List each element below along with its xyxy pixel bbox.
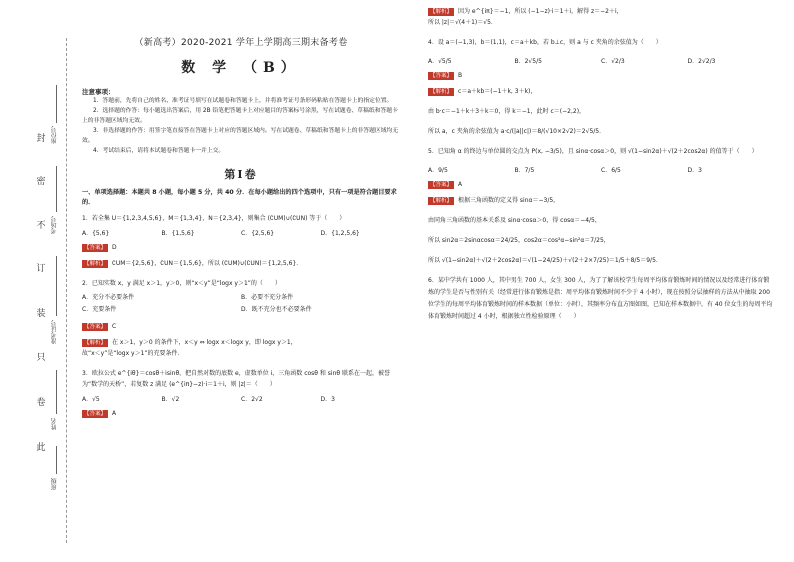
margin-char: 封 [36,134,46,144]
seat-number-label: 座位号 [51,126,58,144]
option: D．3 [687,167,702,174]
notice-item: 1．答题前，先将自己的姓名、准考证号填写在试题卷和答题卡上，并将准考证号条形码粘贴在答题卡上的指定位置。 [93,98,393,104]
answer-4 [428,72,774,80]
option: C．{2,5,6} [241,230,275,237]
margin-char: 订 [36,264,46,274]
margin-char: 此 [36,443,46,453]
option: D．3 [320,396,335,403]
right-column [428,4,774,323]
option: A．{5,6} [82,230,110,237]
explanation-text: ∁UM＝{2,5,6}，∁UN＝{1,5,6}，所以 (∁UM)∪(∁UN)＝{1,2,5,6}． [112,260,303,267]
explanation-line: 所以 sin2α＝2sinαcosα＝24/25，cos2α＝cos²α−sin²α＝7/25， [428,237,610,244]
question-1-options [82,228,400,237]
explanation-2 [82,337,400,348]
explanation-line: 所以 |z|＝√(4＋1)＝√5． [428,19,497,26]
admission-number-label: 准考证号 [51,320,58,344]
margin-char: 密 [36,177,46,187]
answer-2 [82,323,400,331]
explanation-4 [428,86,774,97]
option: D．既不充分也不必要条件 [241,306,312,313]
cut-line [66,38,67,543]
notice-item: 3．非选择题的作答：用签字笔直接答在答题卡上对应的答题区域内。写在试题卷、草稿纸和答题卡上的非答题区域均无效。 [82,128,399,144]
question-3-options [82,394,400,403]
subject-title: 数 学 （B） [181,60,301,76]
answer-value: C [112,323,117,330]
class-label: 班级 [51,478,58,490]
question-2: 2．已知实数 x，y 满足 x＞1，y＞0，则“x＜y”是“logx y＞1”的（ ） [82,280,281,287]
explanation-tag: 【解析】 [84,340,107,346]
explanation-line: 所以 a，c 夹角的余弦值为 a·c/(|a||c|)＝8/(√10×2√2)＝2√5/5． [428,128,606,135]
option: D．{1,2,5,6} [320,230,360,237]
explanation-tag: 【解析】 [430,9,453,15]
answer-tag: 【答案】 [430,73,453,79]
question-4: 4．设 a＝(−1,3)，b＝(1,1)，c＝a＋kb，若 b⊥c，则 a 与 c 夹角的余弦值为（ ） [428,39,662,46]
name-label: 姓名 [51,418,58,430]
option: A．√5/5 [428,58,452,65]
margin-char: 只 [36,353,46,363]
explanation-text: 在 x＞1，y＞0 的条件下，x＜y ⇔ logx x＜logx y，即 logx y＞1， [112,339,297,346]
answer-3 [82,410,400,418]
explanation-1 [82,258,400,269]
explanation-text: 因为 e^{iπ}＝−1，所以 (−1−z)·i＝1＋i，解得 z＝−2＋i， [458,8,623,15]
fill-line[interactable] [56,85,57,123]
option: A．√5 [82,396,100,403]
question-5: 5．已知角 α 的终边与单位圆的交点为 P(x, −3/5)，且 sinα·cosα＞0，则 √(1−sin2α)＋√(2＋2cos2α) 的值等于（ ） [428,148,758,155]
answer-tag: 【答案】 [430,182,453,188]
question-2-options [82,292,400,316]
section-description: 一、单项选择题：本题共 8 小题，每小题 5 分，共 40 分．在每小题给出的四个选项中，只有一项是符合题目要求的． [82,189,397,206]
exam-title: （新高考）2020-2021 学年上学期高三期末备考卷 [134,38,348,48]
option: C．√2/3 [601,58,625,65]
notice-item: 2．选择题的作答：每小题选出答案后，用 2B 铅笔把答题卡上对应题目的答案标号涂黑，写在试题卷、草稿纸和答题卡上的非答题区域均无效。 [82,108,398,124]
fill-line[interactable] [56,446,57,474]
option: C．6/5 [601,167,621,174]
explanation-tag: 【解析】 [84,261,107,267]
left-column [82,28,400,418]
explanation-text: 根据三角函数的定义得 sinα＝−3/5， [458,197,560,204]
option: B．√2 [161,396,180,403]
option: A．充分不必要条件 [82,294,135,301]
explanation-line: 故“x＜y”是“logx y＞1”的充要条件． [82,350,184,357]
question-1: 1．若全集 U＝{1,2,3,4,5,6}，M＝{1,3,4}，N＝{2,3,4}，则集合 (∁UM)∪(∁UN) 等于（ ） [82,215,346,222]
answer-value: A [458,181,463,188]
explanation-tag: 【解析】 [430,89,453,95]
margin-char: 不 [36,221,46,231]
explanation-line: 所以 √(1−sin2α)＋√(2＋2cos2α)＝√(1−24/25)＋√(2＋2×7/25)＝1/5＋8/5＝9/5． [428,257,662,264]
question-3: 3．欧拉公式 e^{iθ}＝cosθ＋isinθ，把自然对数的底数 e，虚数单位 i，三角函数 cosθ 和 sinθ 联系在一起，被誉为“数学的天桥”，若复数 z 满足 (e^{iπ}−z)·i＝1＋i，则 |z|＝（ ） [82,370,390,388]
option: D．2√2/3 [687,58,716,65]
exam-room-label: 考场号 [51,216,58,234]
option: C．2√2 [241,396,263,403]
answer-1 [82,244,400,252]
question-5-options [428,165,774,174]
notice-heading: 注意事项： [82,88,115,96]
fill-line[interactable] [56,370,57,414]
answer-tag: 【答案】 [84,245,107,251]
answer-tag: 【答案】 [84,324,107,330]
option: C．充要条件 [82,306,117,313]
answer-5 [428,181,774,189]
explanation-tag: 【解析】 [430,198,453,204]
answer-value: B [458,72,463,79]
answer-value: D [112,244,117,251]
option: A．9/5 [428,167,448,174]
explanation-3 [428,6,774,17]
answer-tag: 【答案】 [84,411,107,417]
fill-line[interactable] [56,166,57,212]
option: B．必要不充分条件 [241,294,294,301]
explanation-5 [428,195,774,206]
option: B．7/5 [514,167,535,174]
question-4-options [428,56,774,65]
margin-char: 卷 [36,398,46,408]
fill-line[interactable] [56,256,57,316]
explanation-text: c＝a＋kb＝(−1＋k, 3＋k)， [458,88,537,95]
explanation-line: 由同角三角函数的基本关系及 sinα·cosα＞0，得 cosα＝−4/5， [428,217,601,224]
option: B．2√5/5 [514,58,542,65]
notice-item: 4．考试结束后，请将本试题卷和答题卡一并上交。 [93,148,225,154]
section-title: 第Ⅰ卷 [224,168,258,181]
margin-char: 装 [36,309,46,319]
question-6: 6．某中学共有 1000 人，其中男生 700 人，女生 300 人，为了了解该校学生每周平均体育锻炼时间的情况以及经常进行体育锻炼的学生是否与性别有关（经常进行体育锻炼是指：周平均体育锻炼时间不少于 4 小时），现在按照分层抽样的方法从中抽取 200 位学生的每周平均体育锻炼时间的样本数据（单位：小时），其频率分布直方图如图，已知在样本数据中，有 40 位女生的每周平均体育锻炼时间超过 4 小时，根据独立性检验原理（ ） [428,277,773,320]
answer-value: A [112,410,117,417]
option: B．{1,5,6} [161,230,195,237]
explanation-line: 由 b·c＝−1＋k＋3＋k＝0，得 k＝−1，此时 c＝(−2,2)， [428,108,586,115]
